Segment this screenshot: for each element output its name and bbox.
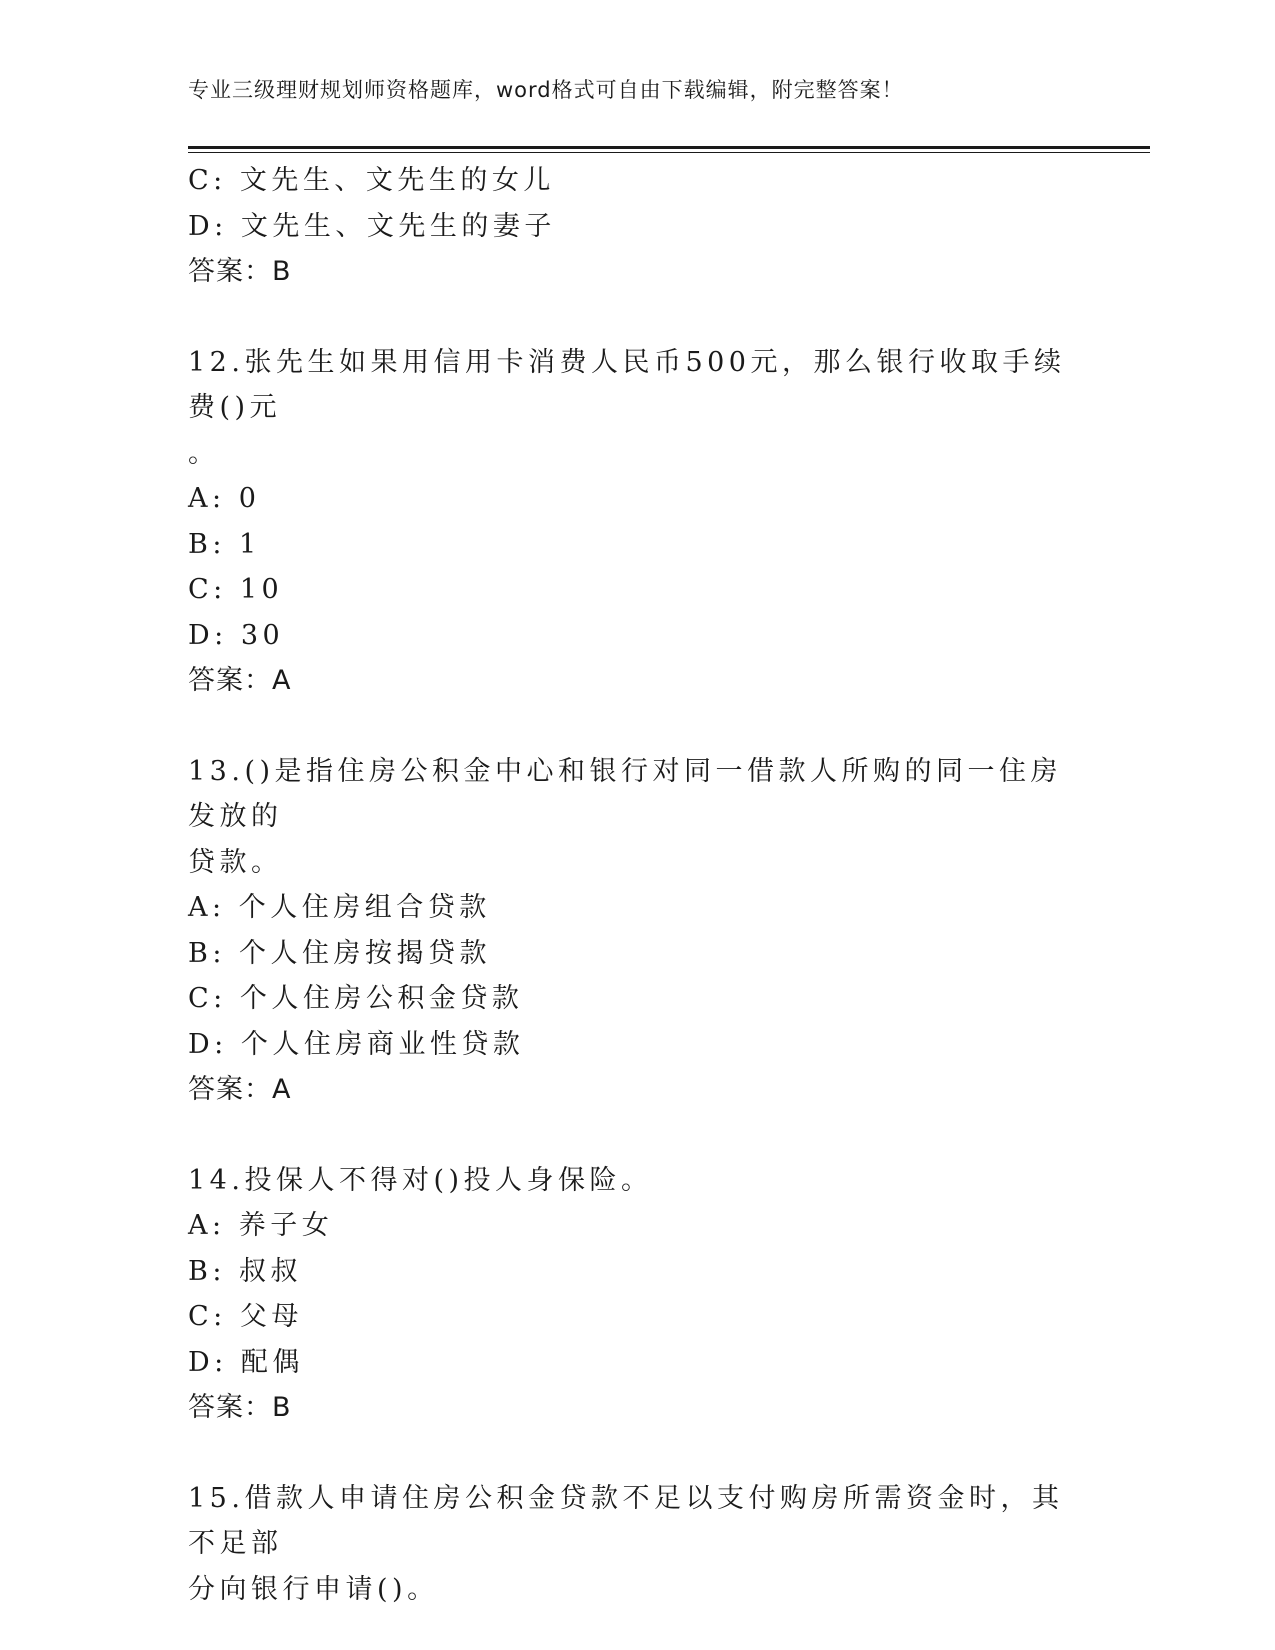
header-rule-thick [188,146,1150,149]
answer-line: 答案：A [188,1074,292,1105]
question-stem: 14.投保人不得对()投人身保险。 [188,1164,653,1196]
document-body [188,158,1078,1612]
answer-line: 答案：B [188,256,292,287]
answer-line: 答案：A [188,665,292,696]
option-a: A: 养子女 [188,1210,334,1241]
question-stem-continued: 贷款。 [188,846,283,878]
question-stem: 13.()是指住房公积金中心和银行对同一借款人所购的同一住房发放的 [188,755,1063,832]
option-d: D: 个人住房商业性贷款 [188,1028,525,1060]
option-c: C: 文先生、文先生的女儿 [188,165,555,196]
question-stem: 12.张先生如果用信用卡消费人民币500元，那么银行收取手续费()元 [188,346,1066,423]
option-a: A: 0 [188,483,261,514]
option-d: D: 30 [188,619,285,651]
option-d: D: 配偶 [188,1346,304,1378]
option-b: B: 个人住房按揭贷款 [188,937,492,969]
answer-line: 答案：B [188,1392,292,1423]
header-rule-thin [188,152,1150,153]
page-header: 专业三级理财规划师资格题库，word格式可自由下载编辑，附完整答案！ [188,78,904,102]
option-d: D: 文先生、文先生的妻子 [188,210,556,242]
option-b: B: 叔叔 [188,1255,303,1287]
question-stem-continued: 。 [188,437,220,469]
option-c: C: 10 [188,574,284,605]
option-a: A: 个人住房组合贷款 [188,892,491,923]
option-c: C: 个人住房公积金贷款 [188,983,524,1014]
option-b: B: 1 [188,528,261,560]
option-c: C: 父母 [188,1301,303,1332]
question-stem: 15.借款人申请住房公积金贷款不足以支付购房所需资金时，其不足部 [188,1482,1064,1559]
question-stem-continued: 分向银行申请()。 [188,1573,439,1605]
